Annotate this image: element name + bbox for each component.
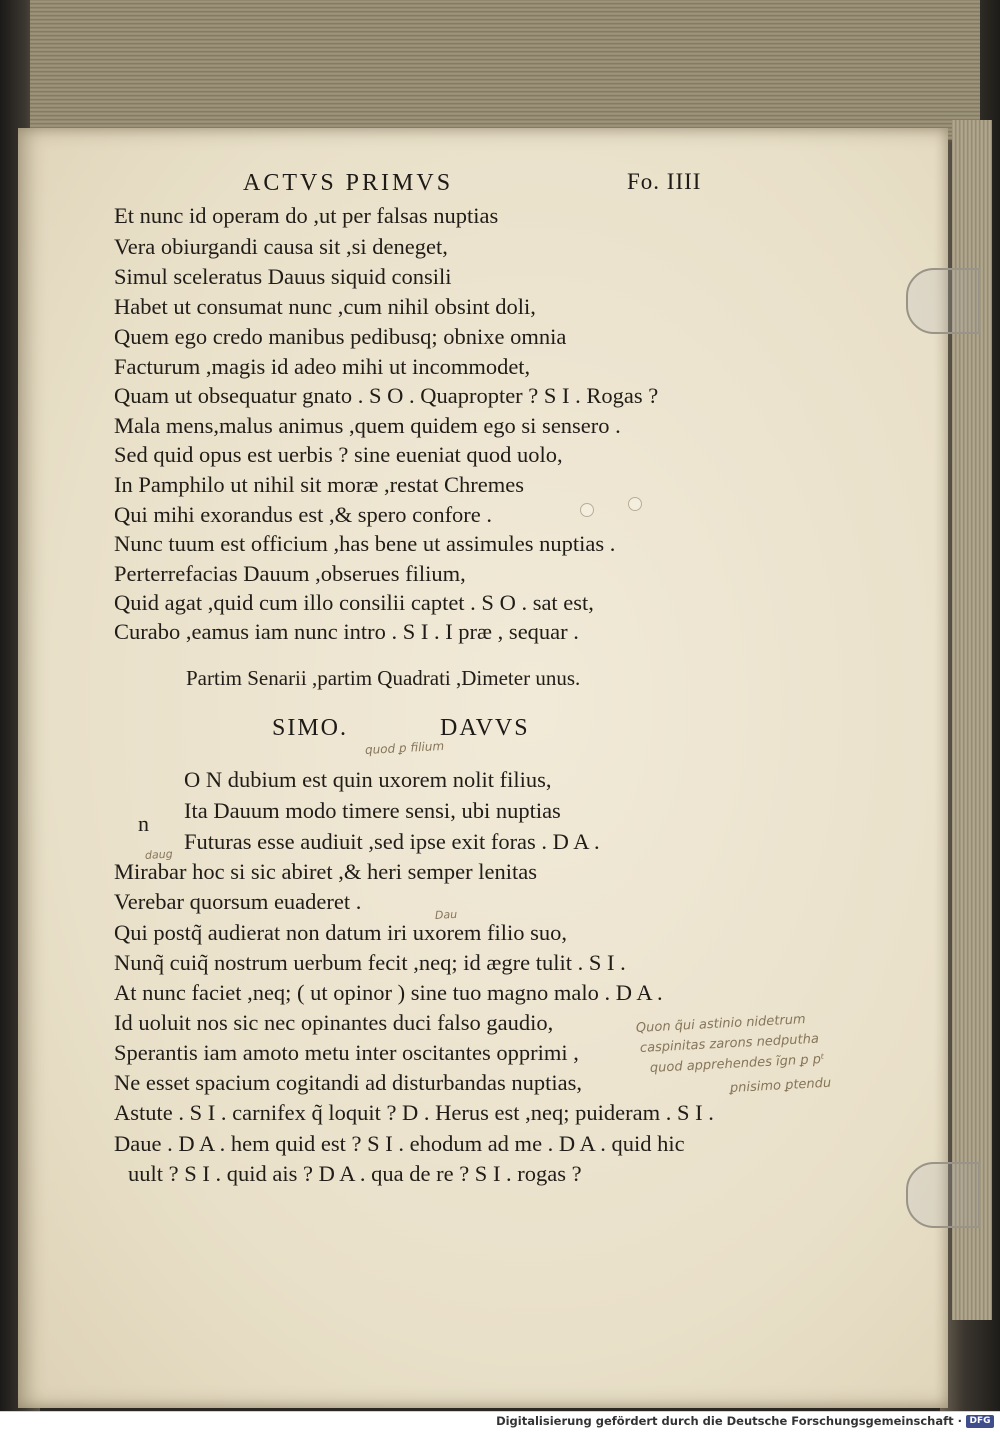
verse-line: In Pamphilo ut nihil sit moræ ,restat Chremes [114, 472, 524, 497]
verse-line: At nunc faciet ,neq; ( ut opinor ) sine tuo magno malo . D A . [114, 980, 663, 1005]
verse-line: Daue . D A . hem quid est ? S I . ehodum ad me . D A . quid hic [114, 1131, 685, 1156]
marginal-note-line: quod apprehendes ĩgn ꝑ pᵗ [649, 1051, 826, 1076]
verse-line: Simul sceleratus Dauus siquid consili [114, 264, 452, 289]
verse-line: Verebar quorsum euaderet . [114, 889, 362, 914]
paper-hole [628, 497, 642, 511]
marginal-note-line: ꝑnisimo ꝑtendu [729, 1075, 832, 1096]
speaker-simo: SIMO. [272, 715, 349, 741]
speaker-davus: DAVVS [440, 715, 530, 741]
drop-initial: n [138, 811, 149, 836]
verse-line: Quam ut obsequatur gnato . S O . Quapropter ? S I . Rogas ? [114, 383, 659, 408]
verse-line: Quid agat ,quid cum illo consilii captet . S O . sat est, [114, 590, 594, 615]
footer-bar [0, 1411, 1000, 1432]
marginal-note-line: Quon q̃ui astinio nidetrum [635, 1012, 807, 1036]
verse-line: Qui postq̃ audierat non datum iri uxorem filio suo, [114, 920, 568, 945]
dfg-logo: DFG [966, 1415, 994, 1428]
verse-line: Nunq̃ cuiq̃ nostrum uerbum fecit ,neq; id ægre tulit . S I . [114, 950, 626, 975]
verse-line: Habet ut consumat nunc ,cum nihil obsint doli, [114, 294, 536, 319]
verse-line: Et nunc id operam do ,ut per falsas nuptias [114, 203, 499, 228]
gloss-interlinear: quod ꝑ filium [364, 738, 445, 757]
verse-line: Perterrefacias Dauum ,obserues filium, [114, 561, 466, 586]
gloss-interlinear: daug [144, 847, 173, 862]
verse-line: Astute . S I . carnifex q̃ loquit ? D . Herus est ,neq; puideram . S I . [114, 1100, 714, 1125]
running-head: ACTVS PRIMVS [243, 170, 454, 196]
verse-line: Curabo ,eamus iam nunc intro . S I . I præ , sequar . [114, 619, 579, 644]
funding-credit: Digitalisierung gefördert durch die Deutsche Forschungsgemeinschaft · [496, 1414, 962, 1428]
verse-line: Ne esset spacium cogitandi ad disturbandas nuptias, [114, 1070, 583, 1095]
verse-line: Id uoluit nos sic nec opinantes duci falso gaudio, [114, 1010, 554, 1035]
verse-line: Qui mihi exorandus est ,& spero confore . [114, 502, 493, 527]
page-edges-top [30, 0, 980, 142]
gloss-interlinear: Dau [434, 907, 458, 922]
meter-heading: Partim Senarii ,partim Quadrati ,Dimeter unus. [186, 666, 581, 690]
verse-line: Facturum ,magis id adeo mihi ut incommodet, [114, 354, 531, 379]
verse-line: Nunc tuum est officium ,has bene ut assimules nuptias . [114, 531, 616, 556]
verse-line: O N dubium est quin uxorem nolit filius, [184, 767, 552, 792]
folio-number: Fo. IIII [627, 169, 702, 194]
paper-hole [580, 503, 594, 517]
verse-line: Futuras esse audiuit ,sed ipse exit foras . D A . [184, 829, 600, 854]
verse-line: Ita Dauum modo timere sensi, ubi nuptias [184, 798, 561, 823]
verse-line: Mirabar hoc si sic abiret ,& heri semper lenitas [114, 859, 537, 884]
verse-line: uult ? S I . quid ais ? D A . qua de re ? S I . rogas ? [128, 1161, 582, 1186]
verse-line: Quem ego credo manibus pedibusq; obnixe omnia [114, 324, 567, 349]
verse-line: Vera obiurgandi causa sit ,si deneget, [114, 234, 448, 259]
verse-line: Sperantis iam amoto metu inter oscitantes opprimi , [114, 1040, 579, 1065]
verse-line: Sed quid opus est uerbis ? sine eueniat quod uolo, [114, 442, 563, 467]
verse-line: Mala mens,malus animus ,quem quidem ego si sensero . [114, 413, 621, 438]
marginal-note-line: caspinitas zarons nedputha [639, 1031, 820, 1056]
